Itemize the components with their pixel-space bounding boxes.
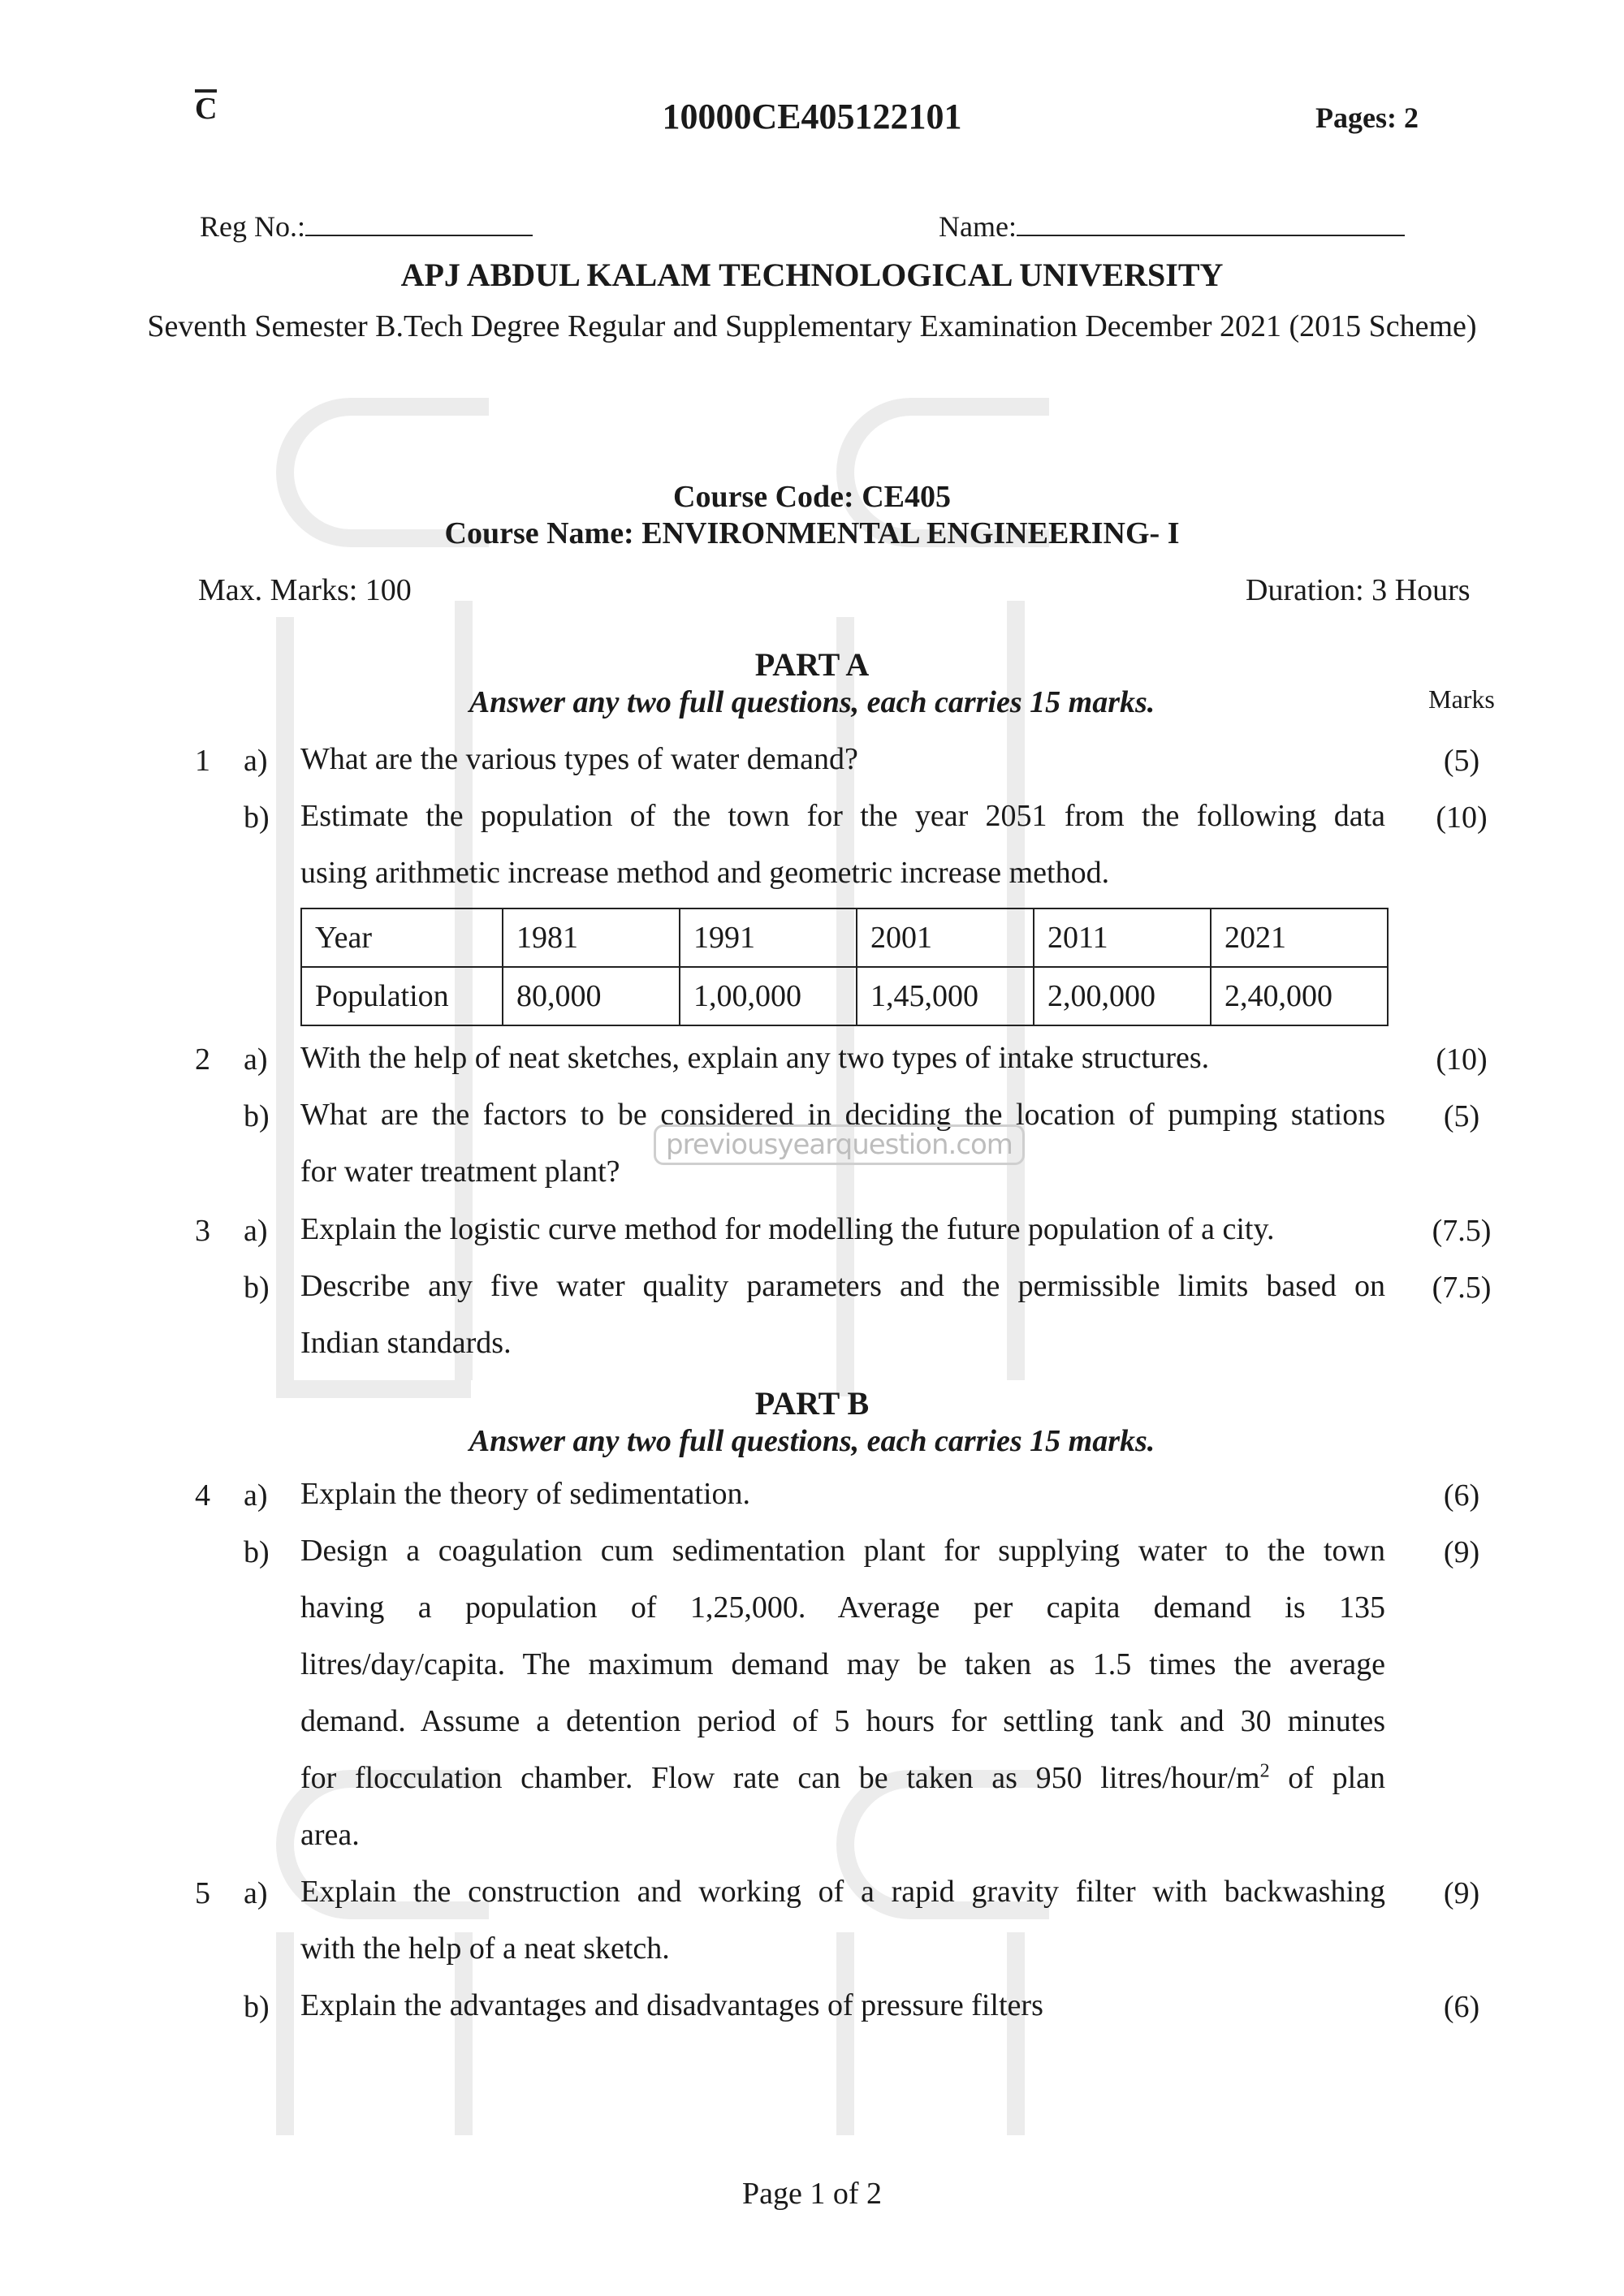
question-text: Explain the theory of sedimentation. bbox=[300, 1477, 751, 1511]
reg-no-blank bbox=[305, 207, 533, 236]
part-label: a) bbox=[244, 1876, 268, 1910]
table-row bbox=[301, 967, 1388, 1025]
table-cell: 1,45,000 bbox=[857, 967, 1034, 1025]
table-cell: 2,00,000 bbox=[1034, 967, 1211, 1025]
question-text: Explain the construction and working of a rapid gravity filter with backwashing bbox=[300, 1875, 1385, 1909]
table-cell: 1,00,000 bbox=[680, 967, 857, 1025]
marks: (7.5) bbox=[1432, 1271, 1492, 1305]
marks: (9) bbox=[1443, 1535, 1480, 1569]
course-code: Course Code: CE405 bbox=[673, 480, 951, 514]
part-label: b) bbox=[244, 801, 270, 835]
table-cell: 2001 bbox=[857, 908, 1034, 967]
question-text bbox=[300, 1750, 1385, 1806]
part-label: b) bbox=[244, 1271, 270, 1305]
part-label: a) bbox=[244, 1478, 268, 1513]
marks: (7.5) bbox=[1432, 1214, 1492, 1248]
marks: (6) bbox=[1443, 1990, 1480, 2024]
question-text: What are the various types of water demand? bbox=[300, 742, 858, 776]
part-a-instruction: Answer any two full questions, each carries 15 marks. bbox=[469, 685, 1155, 719]
part-b-title: PART B bbox=[754, 1385, 870, 1422]
university-title: APJ ABDUL KALAM TECHNOLOGICAL UNIVERSITY bbox=[400, 257, 1224, 293]
marks: (10) bbox=[1436, 1042, 1488, 1077]
question-text: What are the factors to be considered in deciding the location of pumping stations bbox=[300, 1098, 1385, 1132]
question-text: Explain the logistic curve method for modelling the future population of a city. bbox=[300, 1212, 1275, 1246]
corner-mark: C bbox=[195, 89, 217, 125]
site-watermark: previousyearquestion.com bbox=[654, 1124, 1025, 1165]
question-text-part: of plan bbox=[1269, 1761, 1386, 1795]
reg-no-field bbox=[200, 207, 533, 244]
question-text: with the help of a neat sketch. bbox=[300, 1931, 670, 1966]
part-b-instruction: Answer any two full questions, each carries 15 marks. bbox=[469, 1424, 1155, 1458]
part-label: b) bbox=[244, 1099, 270, 1133]
question-text: Indian standards. bbox=[300, 1326, 512, 1360]
marks: (5) bbox=[1443, 744, 1480, 778]
question-text-part: for flocculation chamber. Flow rate can be taken as 950 litres/hour/m bbox=[300, 1761, 1260, 1795]
table-cell: 80,000 bbox=[503, 967, 680, 1025]
table-cell: Population bbox=[301, 967, 503, 1025]
part-label: a) bbox=[244, 1214, 268, 1248]
question-number: 4 bbox=[195, 1478, 210, 1513]
question-text: Describe any five water quality parameters and the permissible limits based on bbox=[300, 1269, 1385, 1303]
marks: (10) bbox=[1436, 801, 1488, 835]
part-a-title: PART A bbox=[754, 646, 870, 683]
question-number: 1 bbox=[195, 744, 210, 778]
duration: Duration: 3 Hours bbox=[1246, 573, 1471, 607]
part-label: a) bbox=[244, 1042, 268, 1077]
table-cell: 1991 bbox=[680, 908, 857, 967]
question-text: Estimate the population of the town for the year 2051 from the following data bbox=[300, 799, 1385, 833]
table-cell: 2011 bbox=[1034, 908, 1211, 967]
question-number: 5 bbox=[195, 1876, 210, 1910]
marks: (5) bbox=[1443, 1099, 1480, 1133]
question-number: 2 bbox=[195, 1042, 210, 1077]
table-cell: 2,40,000 bbox=[1211, 967, 1388, 1025]
table-cell: Year bbox=[301, 908, 503, 967]
question-number: 3 bbox=[195, 1214, 210, 1248]
marks-heading: Marks bbox=[1428, 684, 1495, 714]
part-label: b) bbox=[244, 1535, 270, 1569]
name-field bbox=[939, 207, 1405, 244]
question-text: area. bbox=[300, 1818, 360, 1852]
table-row bbox=[301, 908, 1388, 967]
question-text: using arithmetic increase method and geometric increase method. bbox=[300, 856, 1110, 890]
course-name: Course Name: ENVIRONMENTAL ENGINEERING- I bbox=[444, 516, 1180, 550]
table-cell: 1981 bbox=[503, 908, 680, 967]
part-label: b) bbox=[244, 1990, 270, 2024]
table-cell: 2021 bbox=[1211, 908, 1388, 967]
marks: (9) bbox=[1443, 1876, 1480, 1910]
page-footer: Page 1 of 2 bbox=[741, 2177, 883, 2211]
reg-no-label: Reg No.: bbox=[200, 210, 305, 243]
part-label: a) bbox=[244, 744, 268, 778]
paper-code: 10000CE405122101 bbox=[662, 97, 962, 136]
population-table bbox=[300, 908, 1389, 1026]
marks: (6) bbox=[1443, 1478, 1480, 1513]
question-text: With the help of neat sketches, explain any two types of intake structures. bbox=[300, 1041, 1210, 1075]
question-text: Design a coagulation cum sedimentation plant for supplying water to the town bbox=[300, 1534, 1385, 1568]
question-text: for water treatment plant? bbox=[300, 1154, 620, 1189]
name-blank bbox=[1017, 207, 1405, 236]
exam-title: Seventh Semester B.Tech Degree Regular and Supplementary Examination December 2021 (2015 Scheme) bbox=[147, 309, 1477, 343]
superscript: 2 bbox=[1259, 1760, 1270, 1782]
question-text: having a population of 1,25,000. Average per capita demand is 135 bbox=[300, 1590, 1385, 1625]
name-label: Name: bbox=[939, 210, 1017, 243]
question-text: Explain the advantages and disadvantages of pressure filters bbox=[300, 1988, 1043, 2022]
question-text: demand. Assume a detention period of 5 hours for settling tank and 30 minutes bbox=[300, 1704, 1385, 1738]
question-text: litres/day/capita. The maximum demand may be taken as 1.5 times the average bbox=[300, 1647, 1385, 1681]
page-count: Pages: 2 bbox=[1315, 101, 1419, 134]
max-marks: Max. Marks: 100 bbox=[198, 573, 412, 607]
